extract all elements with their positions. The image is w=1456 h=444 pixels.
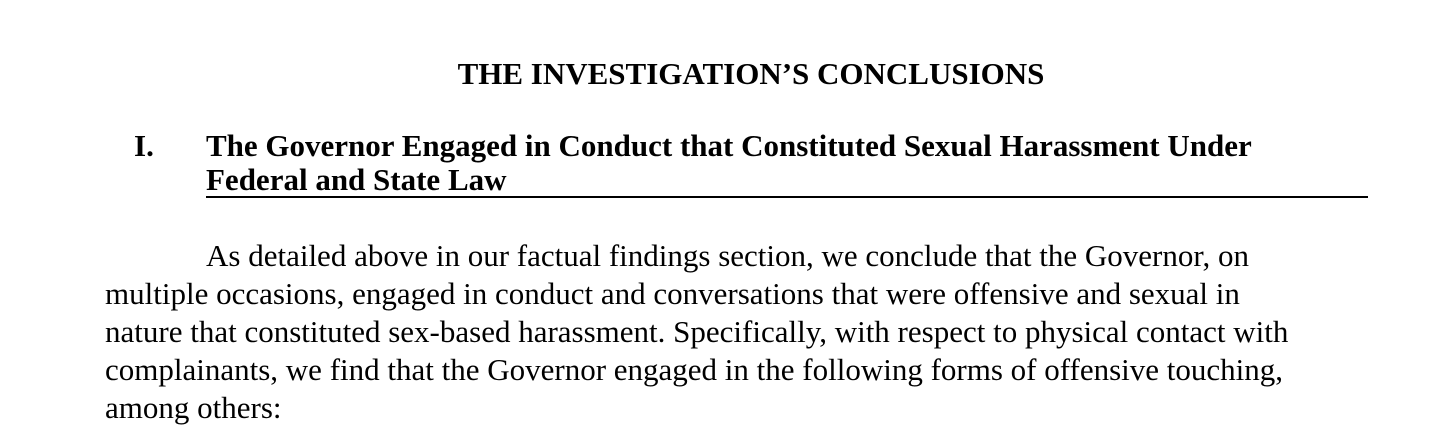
page-title: THE INVESTIGATION’S CONCLUSIONS [457, 56, 1045, 91]
section-number: I. [134, 128, 154, 163]
paragraph-line: nature that constituted sex-based harassment. Specifically, with respect to physical contact with [105, 314, 1289, 349]
section-heading-line-2: Federal and State Law [206, 163, 1368, 198]
paragraph-line: As detailed above in our factual findings section, we conclude that the Governor, on [206, 238, 1249, 273]
body-paragraph [105, 237, 1288, 427]
paragraph-line: multiple occasions, engaged in conduct and conversations that were offensive and sexual in [105, 276, 1240, 311]
section-heading-line-1: The Governor Engaged in Conduct that Constituted Sexual Harassment Under [206, 128, 1252, 163]
section-heading [206, 128, 1368, 198]
paragraph-line: among others: [105, 390, 282, 425]
paragraph-line: complainants, we find that the Governor engaged in the following forms of offensive touching, [105, 352, 1283, 387]
